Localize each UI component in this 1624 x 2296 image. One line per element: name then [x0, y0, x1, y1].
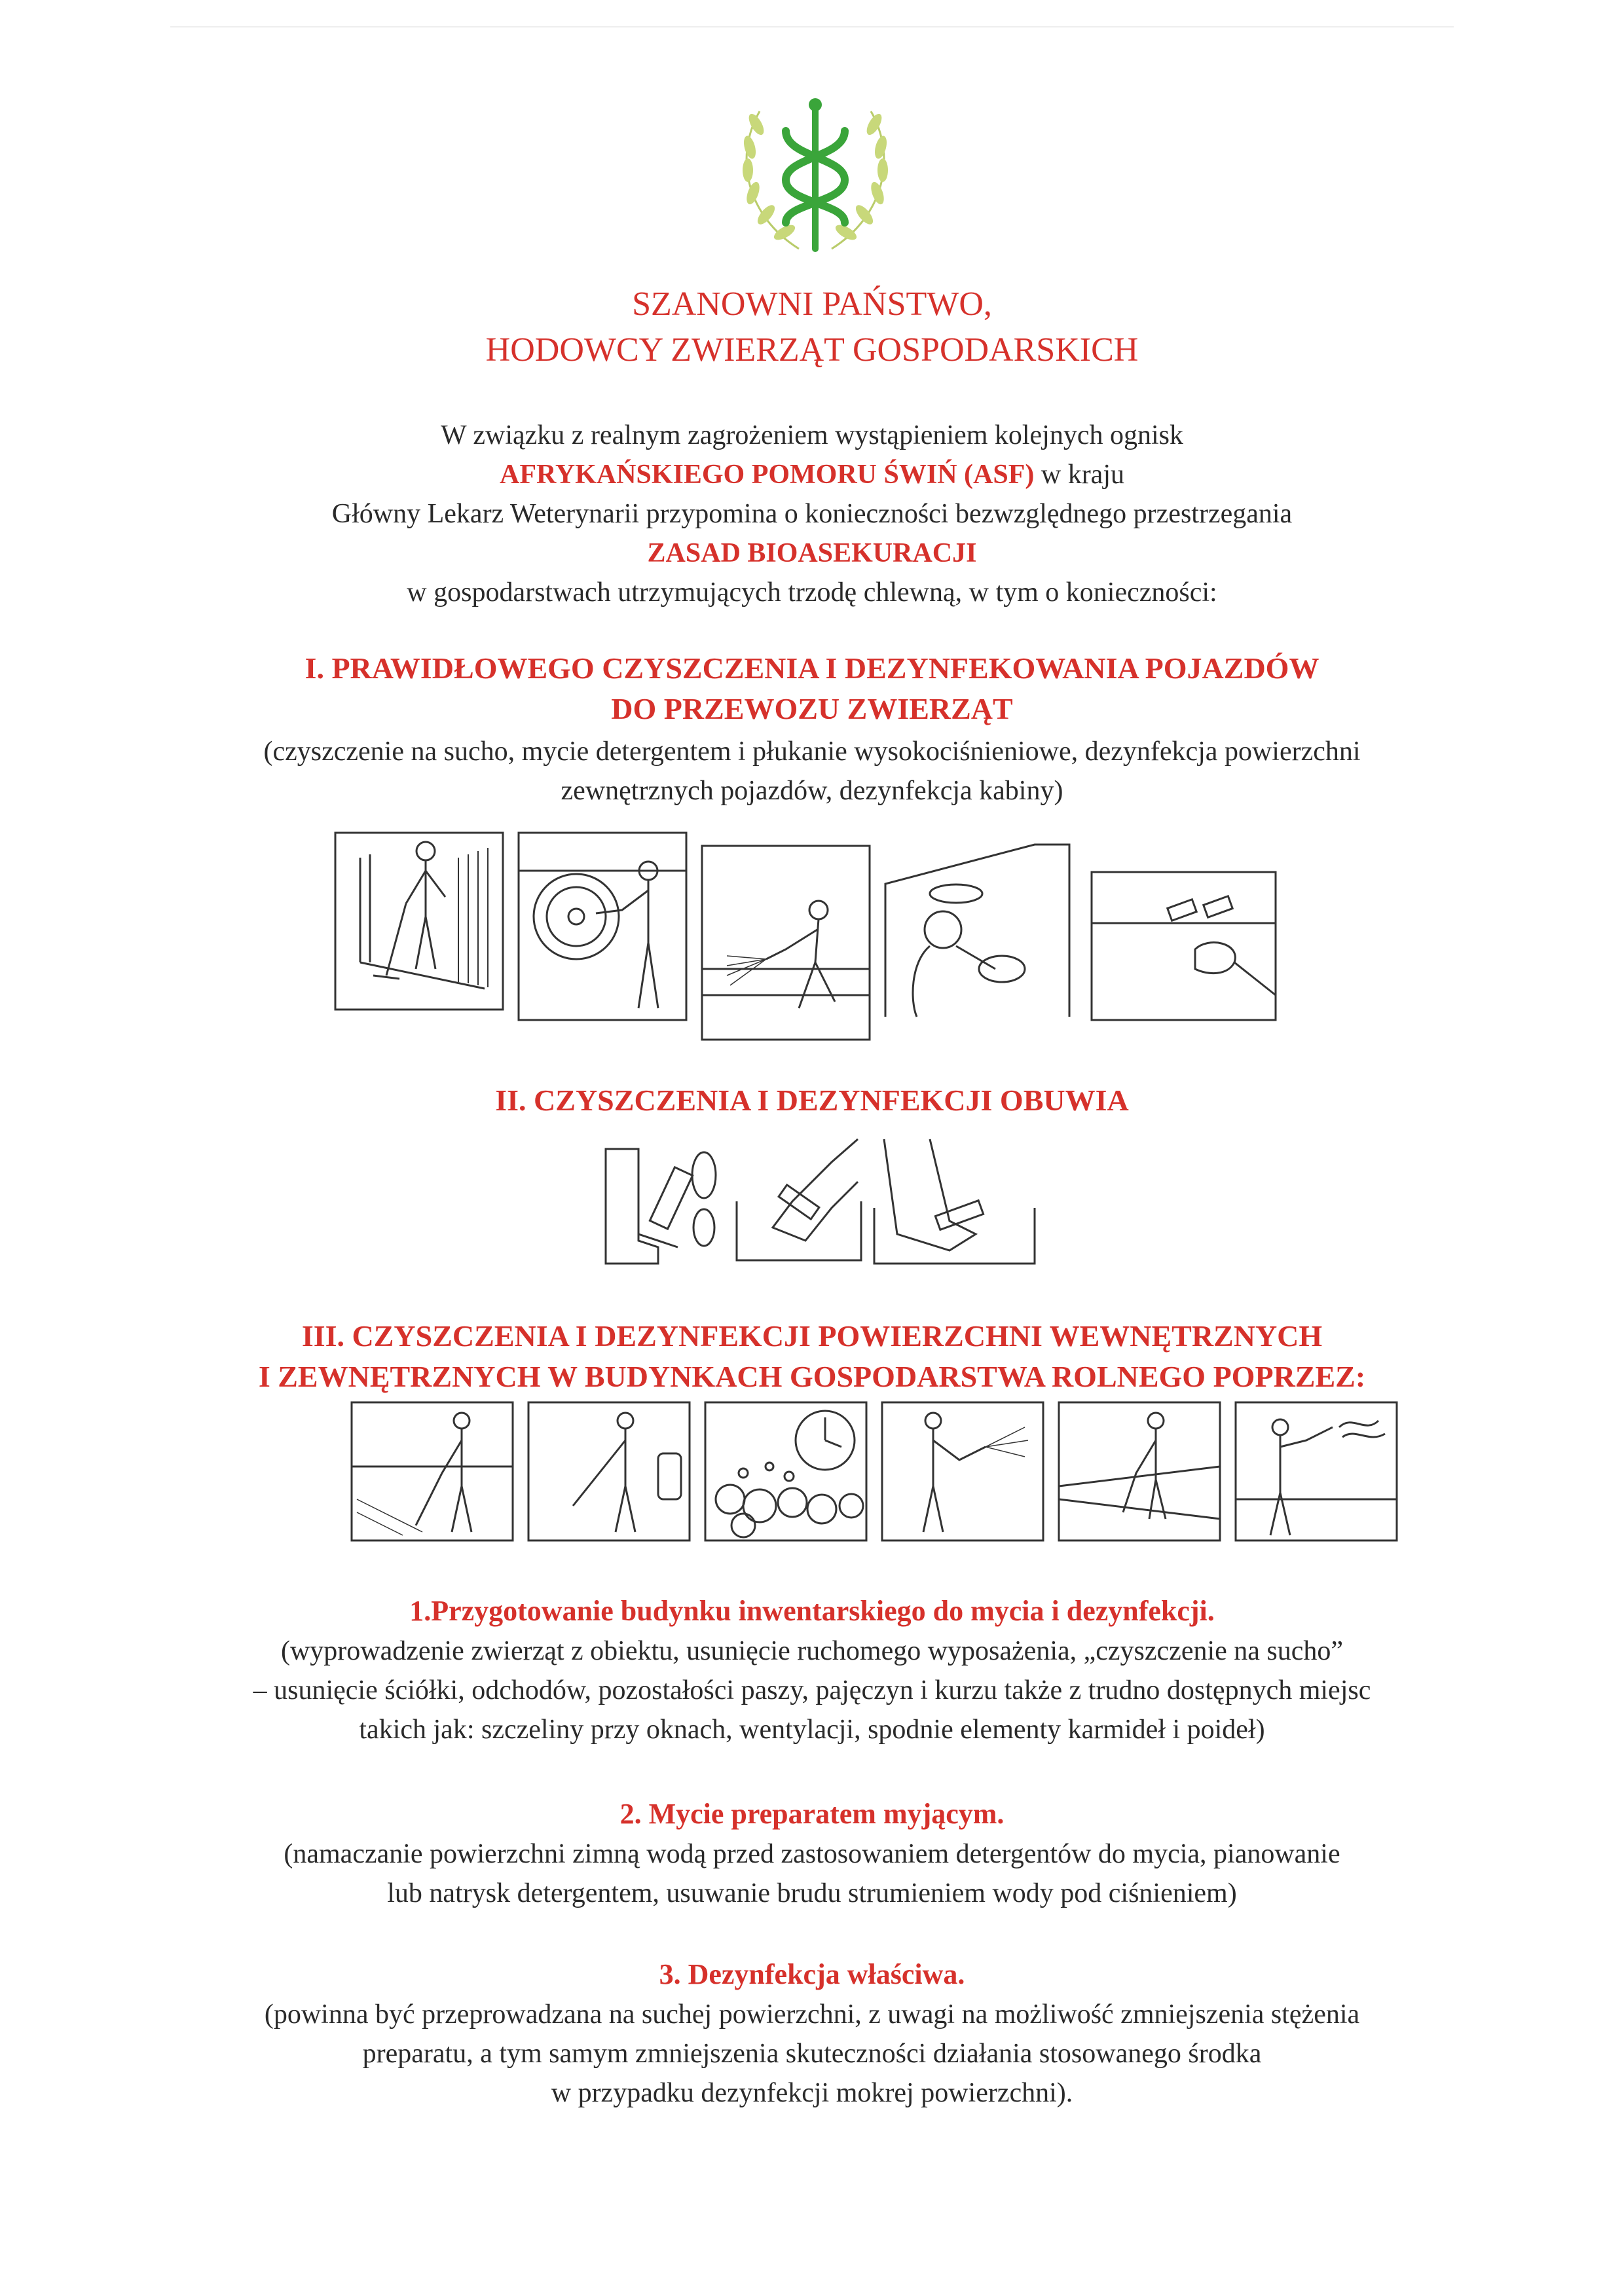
- step-3-line-1: (powinna być przeprowadzana na suchej powierzchni, z uwagi na możliwość zmniejszenia stężenia: [264, 1999, 1360, 2030]
- section-2-title: [0, 1080, 1624, 1121]
- step-3-line-3: w przypadku dezynfekcji mokrej powierzchni).: [551, 2078, 1073, 2108]
- step-1-line-2: – usunięcie ściółki, odchodów, pozostałości paszy, pajęczyn i kurzu także z trudno dostępnych miejsc: [253, 1675, 1371, 1705]
- greeting-line-2: HODOWCY ZWIERZĄT GOSPODARSKICH: [485, 331, 1139, 369]
- pedal-cleaning-pictogram: [1090, 871, 1277, 1021]
- section-3-title-line-1: III. CZYSZCZENIA I DEZYNFEKCJI POWIERZCHNI WEWNĘTRZNYCH: [301, 1319, 1323, 1353]
- cabin-cleaning-pictogram: [884, 831, 1071, 1018]
- section-1-description: [0, 732, 1624, 811]
- footwear-pictograms: [0, 1136, 1624, 1277]
- sweeping-pictogram: [350, 1401, 514, 1542]
- section-2-title-text: II. CZYSZCZENIA I DEZYNFEKCJI OBUWIA: [495, 1084, 1129, 1117]
- step-1: [0, 1591, 1624, 1749]
- boot-disinfection-pictogram: [733, 1136, 864, 1270]
- greeting-heading: [0, 282, 1624, 373]
- rinsing-pictogram: [701, 845, 871, 1041]
- section-1-title: [0, 648, 1624, 729]
- step-3-line-2: preparatu, a tym samym zmniejszenia skuteczności działania stosowanego środka: [362, 2039, 1262, 2069]
- veterinary-emblem-icon: [720, 85, 910, 262]
- step-2-heading: 2. Mycie preparatem myjącym.: [619, 1798, 1005, 1830]
- step-2-line-2: lub natrysk detergentem, usuwanie brudu strumieniem wody pod ciśnieniem): [387, 1878, 1237, 1908]
- section-1-desc-line-1: (czyszczenie na sucho, mycie detergentem i płukanie wysokociśnieniowe, dezynfekcja powierzchni: [263, 737, 1361, 767]
- step-2-line-1: (namaczanie powierzchni zimną wodą przed zastosowaniem detergentów do mycia, pianowanie: [284, 1839, 1340, 1869]
- step-1-line-3: takich jak: szczeliny przy oknach, wentylacji, spodnie elementy karmideł i poideł): [359, 1715, 1265, 1745]
- step-3: [0, 1954, 1624, 2113]
- section-1-title-line-2: DO PRZEWOZU ZWIERZĄT: [611, 692, 1013, 725]
- boots-brush-pictogram: [599, 1136, 730, 1270]
- section-3-title-line-2: I ZEWNĘTRZNYCH W BUDYNKACH GOSPODARSTWA ROLNEGO POPRZEZ:: [258, 1360, 1366, 1393]
- step-1-line-1: (wyprowadzenie zwierząt z obiektu, usunięcie ruchomego wyposażenia, „czyszczenie na sucho”: [280, 1636, 1344, 1666]
- section-3-title: [0, 1316, 1624, 1397]
- intro-line-3: Główny Lekarz Weterynarii przypomina o konieczności bezwzględnego przestrzegania: [331, 499, 1293, 529]
- intro-line-1: W związku z realnym zagrożeniem wystąpieniem kolejnych ognisk: [441, 420, 1183, 450]
- intro-line-2: [0, 455, 1624, 494]
- intro-paragraph: [0, 416, 1624, 612]
- dry-cleaning-pictogram: [334, 831, 504, 1011]
- washing-pictogram: [527, 1401, 691, 1542]
- intro-line-5: w gospodarstwach utrzymujących trzodę chlewną, w tym o konieczności:: [407, 577, 1217, 608]
- greeting-line-1: SZANOWNI PAŃSTWO,: [632, 285, 992, 323]
- fogging-pictogram: [1234, 1401, 1398, 1542]
- boot-dip-pictogram: [871, 1136, 1038, 1270]
- intro-line-2-rest: w kraju: [1034, 460, 1124, 490]
- step-1-heading: 1.Przygotowanie budynku inwentarskiego do mycia i dezynfekcji.: [409, 1595, 1215, 1627]
- step-3-heading: 3. Dezynfekcja właściwa.: [659, 1958, 965, 1990]
- section-1-desc-line-2: zewnętrznych pojazdów, dezynfekcja kabiny): [561, 776, 1063, 806]
- section-1-title-line-1: I. PRAWIDŁOWEGO CZYSZCZENIA I DEZYNFEKOWANIA POJAZDÓW: [304, 651, 1320, 685]
- corridor-disinfection-pictogram: [1058, 1401, 1221, 1542]
- pressure-washing-wheel-pictogram: [517, 831, 688, 1021]
- building-cleaning-pictograms: [0, 1401, 1624, 1552]
- step-2: [0, 1794, 1624, 1913]
- foaming-pictogram: [704, 1401, 868, 1542]
- bioasekuracja-highlight: ZASAD BIOASEKURACJI: [647, 538, 977, 568]
- spraying-pictogram: [881, 1401, 1044, 1542]
- vehicle-cleaning-pictograms: [0, 831, 1624, 1048]
- top-scan-line: [170, 26, 1454, 27]
- asf-highlight: AFRYKAŃSKIEGO POMORU ŚWIŃ (ASF): [499, 460, 1035, 490]
